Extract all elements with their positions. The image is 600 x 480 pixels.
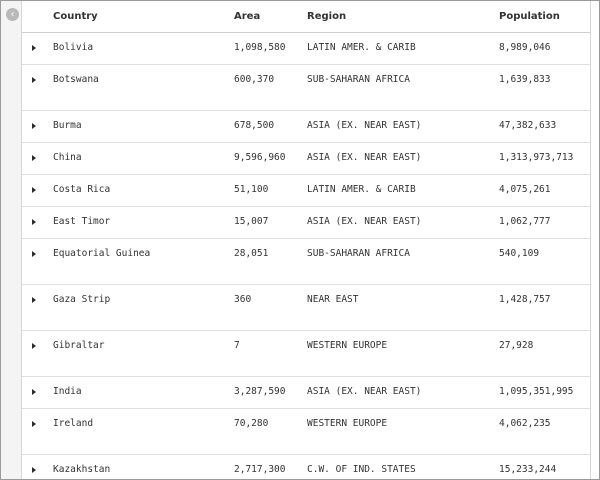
- region-cell: LATIN AMER. & CARIB: [307, 33, 499, 65]
- expand-triangle-icon[interactable]: [32, 123, 36, 129]
- country-cell: Gibraltar: [53, 331, 234, 377]
- expander-cell[interactable]: [22, 143, 53, 175]
- population-cell: 1,095,351,995: [499, 377, 590, 409]
- table-row[interactable]: [22, 143, 590, 175]
- expander-cell[interactable]: [22, 33, 53, 65]
- area-cell: 15,007: [234, 207, 307, 239]
- country-cell: India: [53, 377, 234, 409]
- expand-triangle-icon[interactable]: [32, 297, 36, 303]
- table-row[interactable]: [22, 111, 590, 143]
- expander-cell[interactable]: [22, 111, 53, 143]
- region-cell: WESTERN EUROPE: [307, 409, 499, 455]
- region-cell: LATIN AMER. & CARIB: [307, 175, 499, 207]
- area-cell: 3,287,590: [234, 377, 307, 409]
- country-cell: Equatorial Guinea: [53, 239, 234, 285]
- region-cell: ASIA (EX. NEAR EAST): [307, 111, 499, 143]
- column-header-area[interactable]: Area: [234, 1, 307, 33]
- data-table-container: [22, 1, 591, 479]
- column-header-region[interactable]: Region: [307, 1, 499, 33]
- region-cell: NEAR EAST: [307, 285, 499, 331]
- table-row[interactable]: [22, 33, 590, 65]
- country-cell: Gaza Strip: [53, 285, 234, 331]
- table-row[interactable]: [22, 65, 590, 111]
- table-row[interactable]: [22, 285, 590, 331]
- expand-triangle-icon[interactable]: [32, 77, 36, 83]
- population-cell: 1,062,777: [499, 207, 590, 239]
- country-cell: Costa Rica: [53, 175, 234, 207]
- table-row[interactable]: [22, 331, 590, 377]
- expand-triangle-icon[interactable]: [32, 187, 36, 193]
- area-cell: 360: [234, 285, 307, 331]
- area-cell: 7: [234, 331, 307, 377]
- expand-triangle-icon[interactable]: [32, 219, 36, 225]
- table-row[interactable]: [22, 455, 590, 480]
- table-row[interactable]: [22, 239, 590, 285]
- expand-triangle-icon[interactable]: [32, 421, 36, 427]
- table-row[interactable]: [22, 207, 590, 239]
- country-cell: East Timor: [53, 207, 234, 239]
- expand-triangle-icon[interactable]: [32, 343, 36, 349]
- country-cell: Botswana: [53, 65, 234, 111]
- population-cell: 1,639,833: [499, 65, 590, 111]
- area-cell: 70,280: [234, 409, 307, 455]
- region-cell: WESTERN EUROPE: [307, 331, 499, 377]
- region-cell: C.W. OF IND. STATES: [307, 455, 499, 480]
- region-cell: ASIA (EX. NEAR EAST): [307, 143, 499, 175]
- back-arrow-icon[interactable]: ‹: [6, 8, 19, 21]
- population-cell: 1,313,973,713: [499, 143, 590, 175]
- expander-cell[interactable]: [22, 175, 53, 207]
- population-cell: 15,233,244: [499, 455, 590, 480]
- country-cell: China: [53, 143, 234, 175]
- population-cell: 8,989,046: [499, 33, 590, 65]
- area-cell: 9,596,960: [234, 143, 307, 175]
- expand-triangle-icon[interactable]: [32, 389, 36, 395]
- region-cell: ASIA (EX. NEAR EAST): [307, 377, 499, 409]
- area-cell: 2,717,300: [234, 455, 307, 480]
- population-cell: 4,062,235: [499, 409, 590, 455]
- column-header-country[interactable]: Country: [53, 1, 234, 33]
- region-cell: SUB-SAHARAN AFRICA: [307, 65, 499, 111]
- region-cell: ASIA (EX. NEAR EAST): [307, 207, 499, 239]
- area-cell: 28,051: [234, 239, 307, 285]
- expander-cell[interactable]: [22, 65, 53, 111]
- expander-cell[interactable]: [22, 285, 53, 331]
- expander-cell[interactable]: [22, 409, 53, 455]
- expand-triangle-icon[interactable]: [32, 45, 36, 51]
- expander-header: [22, 1, 53, 33]
- expander-cell[interactable]: [22, 239, 53, 285]
- population-cell: 540,109: [499, 239, 590, 285]
- country-cell: Burma: [53, 111, 234, 143]
- table-row[interactable]: [22, 175, 590, 207]
- area-cell: 678,500: [234, 111, 307, 143]
- expand-triangle-icon[interactable]: [32, 251, 36, 257]
- country-cell: Bolivia: [53, 33, 234, 65]
- column-header-population[interactable]: Population: [499, 1, 590, 33]
- table-row[interactable]: [22, 377, 590, 409]
- population-cell: 4,075,261: [499, 175, 590, 207]
- region-cell: SUB-SAHARAN AFRICA: [307, 239, 499, 285]
- expander-cell[interactable]: [22, 331, 53, 377]
- country-cell: Ireland: [53, 409, 234, 455]
- expander-cell[interactable]: [22, 455, 53, 480]
- area-cell: 1,098,580: [234, 33, 307, 65]
- expand-triangle-icon[interactable]: [32, 155, 36, 161]
- area-cell: 600,370: [234, 65, 307, 111]
- table-row[interactable]: [22, 409, 590, 455]
- expander-cell[interactable]: [22, 377, 53, 409]
- expander-cell[interactable]: [22, 207, 53, 239]
- population-cell: 1,428,757: [499, 285, 590, 331]
- population-cell: 27,928: [499, 331, 590, 377]
- country-cell: Kazakhstan: [53, 455, 234, 480]
- country-table: [22, 1, 590, 480]
- left-gutter: [1, 1, 22, 479]
- area-cell: 51,100: [234, 175, 307, 207]
- population-cell: 47,382,633: [499, 111, 590, 143]
- expand-triangle-icon[interactable]: [32, 467, 36, 473]
- table-header-row: [22, 1, 590, 33]
